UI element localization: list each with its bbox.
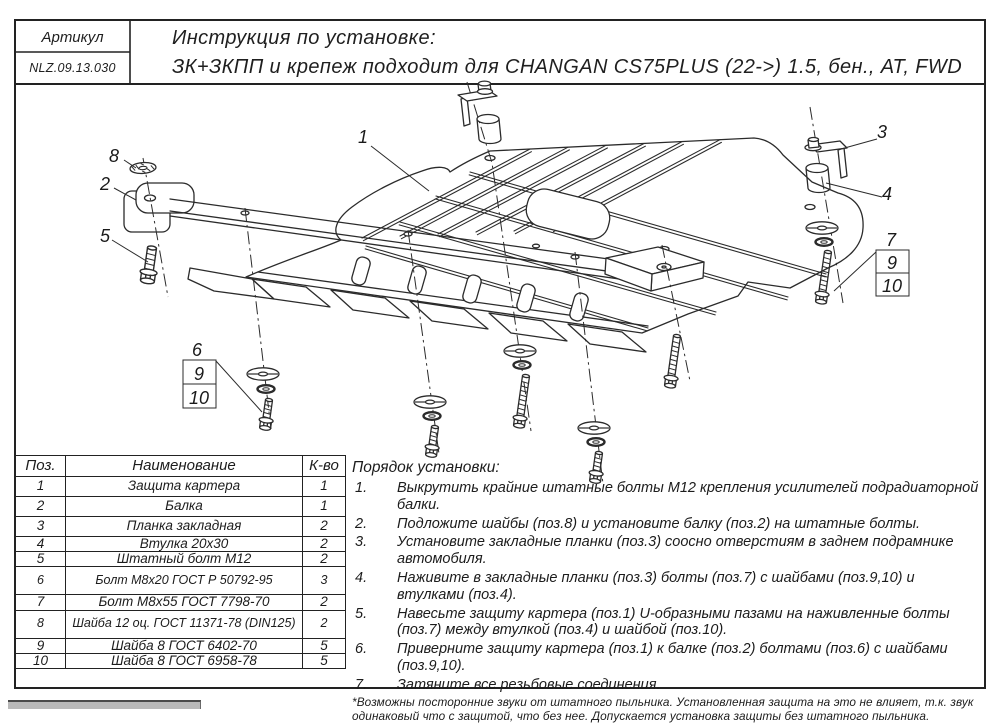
step-text: Установите закладные планки (поз.3) соосно отверстиям в заднем подрамнике автомобиля. (397, 534, 954, 568)
step-text: Выкрутить крайние штатные болты М12 крепления усилителей подрадиаторной балки. (397, 479, 979, 513)
table-row (16, 610, 346, 638)
instruction-step (352, 641, 985, 675)
cell-pos: 1 (16, 477, 66, 497)
cell-qty: 1 (303, 477, 346, 497)
cell-name: Шайба 8 ГОСТ 6402-70 (66, 638, 303, 653)
cell-pos: 7 (16, 595, 66, 610)
step-number: 3. (355, 534, 368, 551)
article-label: Артикул (41, 28, 104, 46)
instructions-steps (352, 480, 985, 694)
installation-instructions (352, 459, 985, 724)
cell-name: Штатный болт М12 (66, 552, 303, 567)
plate-stiffeners (365, 172, 826, 331)
article-number: NLZ.09.13.030 (29, 61, 116, 75)
cell-pos: 2 (16, 497, 66, 517)
cell-qty: 2 (303, 552, 346, 567)
step-number: 1. (355, 479, 368, 496)
step-text: Приверните защиту картера (поз.1) к балке (поз.2) болтами (поз.6) с шайбами (поз.9,10). (397, 641, 948, 675)
callout-box-right-10: 10 (882, 276, 903, 296)
callout-2: 2 (100, 174, 111, 194)
cell-pos: 10 (16, 653, 66, 668)
step-number: 6. (355, 641, 368, 658)
step-text: Навесьте защиту картера (поз.1) U-образными пазами на наживленные болты (поз.7) между втулкой (поз.4) и шайбой (поз.10). (397, 605, 950, 639)
title-line-1: Инструкция по установке: (172, 27, 436, 49)
step-text: Подложите шайбы (поз.8) и установите балку (поз.2) на штатные болты. (397, 515, 921, 532)
scan-artifact-bar (8, 700, 201, 709)
table-header-row (16, 456, 346, 477)
cell-name: Планка закладная (66, 517, 303, 537)
cell-name: Втулка 20х30 (66, 537, 303, 552)
cell-qty: 3 (303, 567, 346, 595)
callout-box-left-10: 10 (189, 388, 210, 408)
cell-name: Балка (66, 497, 303, 517)
col-header-pos: Поз. (16, 456, 66, 477)
step-number: 7. (355, 676, 368, 693)
step-text: Затяните все резьбовые соединения. (397, 676, 661, 693)
cell-qty: 2 (303, 595, 346, 610)
instruction-step (352, 516, 985, 533)
skid-plate (188, 138, 863, 352)
title-line-2: ЗК+ЗКПП и крепеж подходит для CHANGAN CS75PLUS (22->) 1.5, бен., АТ, FWD (172, 56, 963, 78)
cell-qty: 1 (303, 497, 346, 517)
callout-box-right-9: 9 (887, 253, 898, 273)
col-header-qty: К-во (303, 456, 346, 477)
callout-5: 5 (100, 226, 111, 246)
cell-name: Болт М8х20 ГОСТ Р 50792-95 (66, 567, 303, 595)
cell-pos: 9 (16, 638, 66, 653)
callout-8: 8 (109, 146, 120, 166)
stock-bolt-m12 (139, 245, 161, 285)
table-row (16, 552, 346, 567)
callout-box-left-6: 6 (192, 340, 203, 360)
cell-name: Шайба 8 ГОСТ 6958-78 (66, 653, 303, 668)
instructions-note: *Возможны посторонние звуки от штатного пыльника. Установленная защита на это не влияет, т.к. звук одинаковый что с защитой, что без нее. Допускается установка защиты без штатного пыльника. (352, 694, 974, 723)
cell-pos: 8 (16, 610, 66, 638)
instruction-step (352, 534, 985, 568)
page-title (172, 24, 982, 84)
instruction-step (352, 606, 985, 640)
parts-table (15, 455, 346, 669)
step-number: 5. (355, 605, 368, 622)
step-number: 2. (355, 515, 368, 532)
callout-box-right-7: 7 (886, 230, 897, 250)
cell-qty: 2 (303, 537, 346, 552)
cell-name: Шайба 12 оц. ГОСТ 11371-78 (DIN125) (66, 610, 303, 638)
callout-box-left-9: 9 (194, 364, 205, 384)
step-number: 4. (355, 570, 368, 587)
cell-qty: 5 (303, 653, 346, 668)
callout-3: 3 (877, 122, 888, 142)
callout-4: 4 (882, 184, 893, 204)
col-header-name: Наименование (66, 456, 303, 477)
cell-pos: 3 (16, 517, 66, 537)
table-row (16, 497, 346, 517)
table-row (16, 567, 346, 595)
cell-pos: 5 (16, 552, 66, 567)
table-row (16, 595, 346, 610)
cell-name: Защита картера (66, 477, 303, 497)
table-row (16, 638, 346, 653)
cell-qty: 2 (303, 610, 346, 638)
table-row (16, 653, 346, 668)
callout-1: 1 (358, 127, 369, 147)
washer-8 (130, 162, 157, 175)
table-row (16, 517, 346, 537)
instruction-step (352, 570, 985, 604)
table-row (16, 477, 346, 497)
cell-qty: 5 (303, 638, 346, 653)
instruction-step (352, 677, 985, 694)
instruction-step (352, 480, 985, 514)
instructions-title: Порядок установки: (352, 459, 500, 476)
table-row (16, 537, 346, 552)
cell-name: Болт М8х55 ГОСТ 7798-70 (66, 595, 303, 610)
plate-service-hole (523, 185, 614, 242)
step-text: Наживите в закладные планки (поз.3) болты (поз.7) с шайбами (поз.9,10) и втулками (поз.4). (397, 570, 915, 603)
cell-pos: 6 (16, 567, 66, 595)
cell-pos: 4 (16, 537, 66, 552)
cell-qty: 2 (303, 517, 346, 537)
bushing-center (477, 115, 501, 144)
